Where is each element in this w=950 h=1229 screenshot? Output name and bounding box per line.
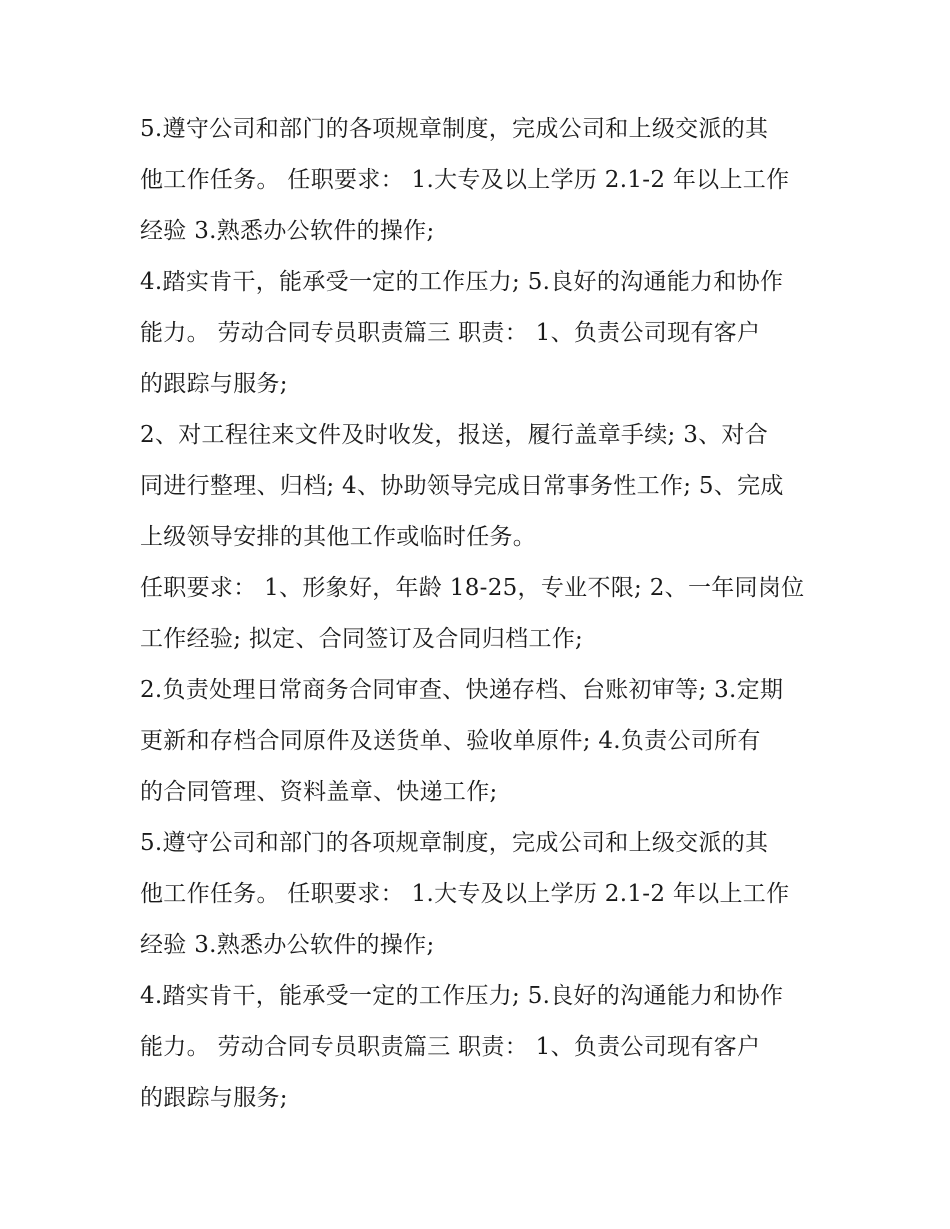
text-line: 5.遵守公司和部门的各项规章制度，完成公司和上级交派的其 <box>140 830 769 856</box>
text-line: 上级领导安排的其他工作或临时任务。 <box>140 524 537 550</box>
text-line: 2、对工程往来文件及时收发，报送，履行盖章手续; 3、对合 <box>140 422 769 448</box>
text-line: 更新和存档合同原件及送货单、验收单原件; 4.负责公司所有 <box>140 728 761 754</box>
text-line: 他工作任务。 任职要求： 1.大专及以上学历 2.1-2 年以上工作 <box>140 881 790 907</box>
text-line: 的跟踪与服务; <box>140 1085 288 1111</box>
text-line: 他工作任务。 任职要求： 1.大专及以上学历 2.1-2 年以上工作 <box>140 167 790 193</box>
document-body <box>140 104 820 1124</box>
text-line: 同进行整理、归档; 4、协助领导完成日常事务性工作; 5、完成 <box>140 473 784 499</box>
text-line: 经验 3.熟悉办公软件的操作; <box>140 218 435 244</box>
text-line: 能力。 劳动合同专员职责篇三 职责： 1、负责公司现有客户 <box>140 320 761 346</box>
text-line: 4.踏实肯干，能承受一定的工作压力; 5.良好的沟通能力和协作 <box>140 983 784 1009</box>
text-line: 任职要求： 1、形象好，年龄 18-25，专业不限; 2、一年同岗位 <box>140 575 805 601</box>
text-line: 工作经验; 拟定、合同签订及合同归档工作; <box>140 626 584 652</box>
text-line: 经验 3.熟悉办公软件的操作; <box>140 932 435 958</box>
text-line: 4.踏实肯干，能承受一定的工作压力; 5.良好的沟通能力和协作 <box>140 269 784 295</box>
text-line: 能力。 劳动合同专员职责篇三 职责： 1、负责公司现有客户 <box>140 1034 761 1060</box>
text-line: 5.遵守公司和部门的各项规章制度，完成公司和上级交派的其 <box>140 116 769 142</box>
text-line: 的合同管理、资料盖章、快递工作; <box>140 779 498 805</box>
text-line: 的跟踪与服务; <box>140 371 288 397</box>
text-line: 2.负责处理日常商务合同审查、快递存档、台账初审等; 3.定期 <box>140 677 784 703</box>
